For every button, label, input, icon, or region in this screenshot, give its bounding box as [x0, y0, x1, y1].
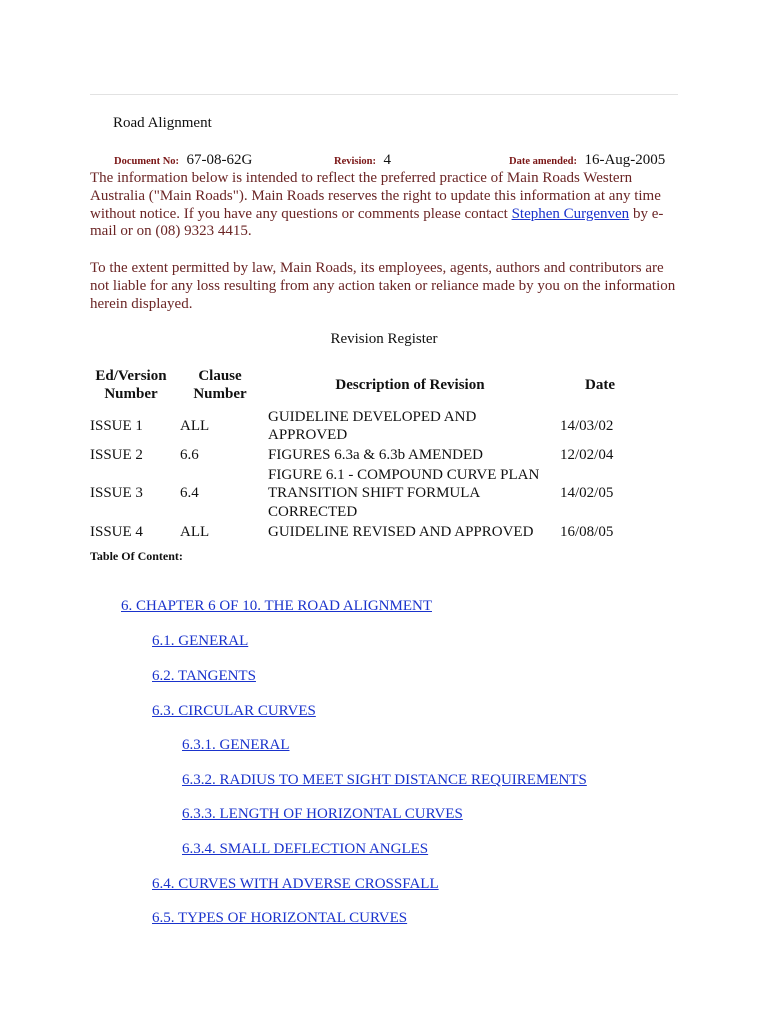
date-amended — [509, 152, 665, 169]
revision-register-title: Revision Register — [330, 331, 438, 347]
date-amended-label: Date amended: — [509, 156, 577, 167]
cell-version: ISSUE 4 — [90, 523, 143, 540]
table-of-contents-heading: Table Of Content: — [90, 549, 183, 563]
cell-date: 16/08/05 — [560, 523, 614, 540]
table-row — [86, 522, 644, 542]
cell-description: FIGURE 6.1 - COMPOUND CURVE PLAN TRANSITION SHIFT FORMULA CORRECTED — [268, 467, 540, 520]
toc-link-6-3-3-length[interactable]: 6.3.3. LENGTH OF HORIZONTAL CURVES — [182, 806, 463, 822]
toc-link-6-4-adverse-crossfall[interactable]: 6.4. CURVES WITH ADVERSE CROSSFALL — [152, 876, 439, 892]
intro-text-before: The information below is intended to reflect the preferred practice of Main Roads Western Australia ("Main Roads"). Main Roads reserves the right to update this information at any time without notice. If you have any questions or comments please contact — [90, 170, 661, 222]
toc-link-6-3-4-deflection[interactable]: 6.3.4. SMALL DEFLECTION ANGLES — [182, 841, 429, 857]
contact-link[interactable]: Stephen Curgenven — [511, 205, 630, 222]
table-header-row — [86, 365, 644, 407]
toc-link-6-1-general[interactable]: 6.1. GENERAL — [152, 633, 249, 649]
toc-link-6-3-circular-curves[interactable]: 6.3. CIRCULAR CURVES — [152, 703, 316, 719]
cell-version: ISSUE 2 — [90, 447, 143, 463]
top-divider — [90, 94, 678, 95]
disclaimer-paragraph: To the extent permitted by law, Main Roads, its employees, agents, authors and contributors are not liable for any loss resulting from any action taken or reliance made by you on the information herein displayed. — [90, 260, 676, 312]
cell-description: GUIDELINE DEVELOPED AND APPROVED — [268, 408, 477, 443]
cell-description: GUIDELINE REVISED AND APPROVED — [268, 523, 534, 540]
intro-text-after: by e-mail or on (08) 9323 4415. — [90, 205, 664, 240]
cell-date: 12/02/04 — [560, 447, 614, 463]
table-row — [86, 407, 644, 445]
revision-register-table — [86, 365, 644, 542]
intro-paragraph — [90, 170, 678, 241]
revision — [334, 152, 391, 169]
toc-link-6-2-tangents[interactable]: 6.2. TANGENTS — [152, 668, 256, 684]
column-header-description: Description of Revision — [335, 376, 485, 393]
cell-clause: 6.6 — [180, 447, 199, 463]
column-header-clause: Clause Number — [193, 368, 247, 402]
page-title: Road Alignment — [113, 115, 212, 131]
cell-version: ISSUE 3 — [90, 485, 143, 502]
cell-clause: 6.4 — [180, 485, 199, 502]
table-row — [86, 445, 644, 465]
cell-description: FIGURES 6.3a & 6.3b AMENDED — [268, 447, 484, 463]
cell-version: ISSUE 1 — [90, 417, 143, 434]
column-header-date: Date — [585, 376, 615, 393]
date-amended-value: 16-Aug-2005 — [584, 152, 666, 168]
document-number-label: Document No: — [114, 156, 180, 167]
toc-link-chapter-6[interactable]: 6. CHAPTER 6 OF 10. THE ROAD ALIGNMENT — [121, 598, 432, 614]
document-number — [114, 152, 252, 169]
cell-date: 14/02/05 — [560, 485, 614, 502]
toc-link-6-3-2-radius[interactable]: 6.3.2. RADIUS TO MEET SIGHT DISTANCE REQUIREMENTS — [182, 772, 587, 788]
toc-link-6-5-types[interactable]: 6.5. TYPES OF HORIZONTAL CURVES — [152, 910, 408, 926]
cell-clause: ALL — [180, 523, 210, 540]
toc-link-6-3-1-general[interactable]: 6.3.1. GENERAL — [182, 737, 290, 753]
document-number-value: 67-08-62G — [186, 152, 253, 168]
cell-date: 14/03/02 — [560, 417, 614, 434]
cell-clause: ALL — [180, 417, 210, 434]
column-header-version: Ed/Version Number — [95, 368, 167, 402]
table-row — [86, 465, 644, 522]
revision-label: Revision: — [334, 156, 376, 167]
revision-value: 4 — [383, 152, 391, 168]
